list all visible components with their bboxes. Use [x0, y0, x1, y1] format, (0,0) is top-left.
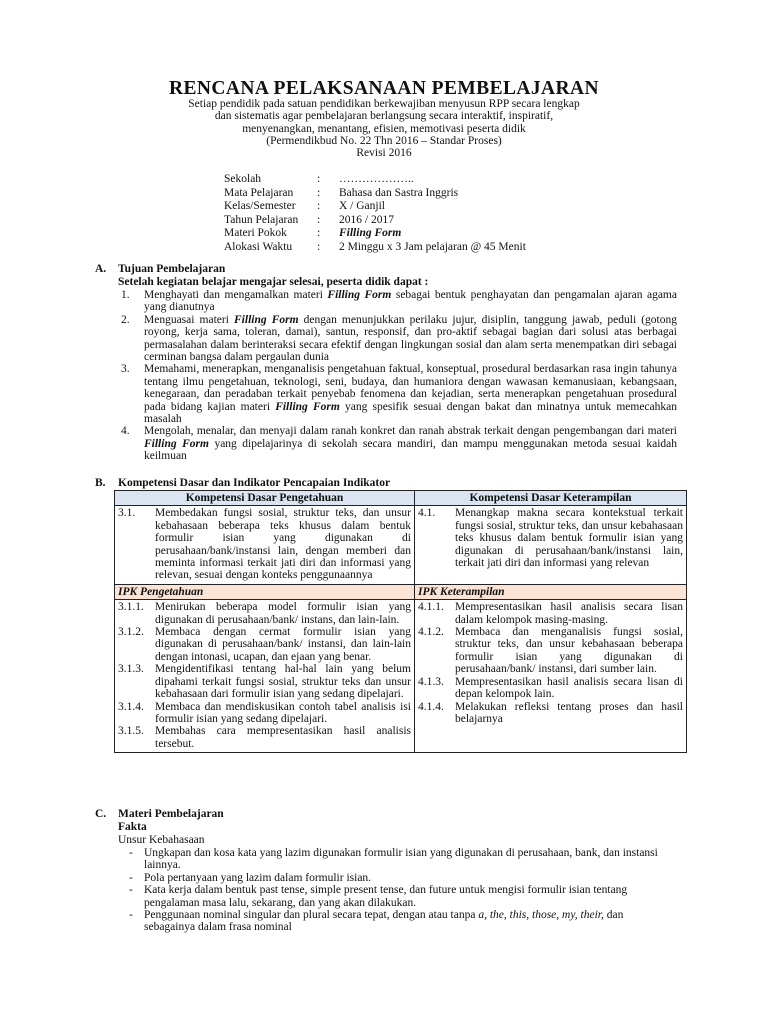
- section-b-heading: [95, 477, 390, 489]
- item-text-em: a, the, this, those, my, their,: [478, 909, 604, 922]
- subtitle-line: Revisi 2016: [356, 147, 412, 160]
- item-text: Membedakan fungsi sosial, struktur teks, dan unsur kebahasaan beberapa teks khusus dalam bentuk formulir isian yang digunakan di perusahaan/bank/instansi lain, dengan memberi dan meminta informasi terkait jati diri dan informasi yang relevan, sesuai dengan konteks penggunaannya: [155, 507, 411, 582]
- item-text: Membaca dengan cermat formulir isian yang digunakan di perusahaan/bank/ instansi, dan lain-lain dengan intonasi, ucapan, dan ejaan yang benar.: [155, 626, 411, 663]
- page-title: RENCANA PELAKSANAAN PEMBELAJARAN: [169, 78, 599, 99]
- section-a-intro: Setelah kegiatan belajar mengajar selesai, peserta didik dapat :: [118, 276, 429, 288]
- item-text-pre: Pola pertanyaan yang lazim dalam formulir isian.: [144, 871, 372, 884]
- item-text-em: Filling Form: [144, 437, 209, 450]
- item-number: 2.: [121, 313, 130, 326]
- identity-value: Filling Form: [339, 227, 402, 240]
- table-cell: [115, 600, 415, 753]
- subtitle-line: (Permendikbud No. 22 Thn 2016 – Standar Proses): [266, 134, 502, 147]
- item-number: 3.1.5.: [118, 725, 144, 738]
- item-text: Membaca dan mendiskusikan contoh tabel analisis isi formulir isian yang sedang dipelajari.: [155, 700, 411, 725]
- item-text: [144, 872, 677, 884]
- identity-key: Materi Pokok: [224, 227, 287, 240]
- list-item: - Pola pertanyaan yang lazim dalam formulir isian.: [121, 872, 677, 884]
- section-title: Materi Pembelajaran: [118, 808, 224, 820]
- column-header: Kompetensi Dasar Keterampilan: [415, 491, 687, 506]
- list-item: [121, 363, 677, 425]
- identity-value: 2 Minggu x 3 Jam pelajaran @ 45 Menit: [339, 240, 526, 253]
- item-text-em: Filling Form: [275, 400, 340, 413]
- identity-value: Bahasa dan Sastra Inggris: [339, 186, 459, 199]
- item-text: [144, 314, 677, 364]
- item-number: 3.: [121, 363, 130, 376]
- competency-item: [418, 507, 683, 569]
- section-letter: C.: [95, 808, 107, 820]
- item-text: [144, 363, 677, 425]
- item-text-em: Filling Form: [234, 313, 299, 326]
- table-row: [115, 600, 687, 753]
- identity-row: [224, 241, 526, 255]
- item-text: Menangkap makna secara kontekstual terkait fungsi sosial, struktur teks, dan unsur kebahasaan teks khusus dalam bentuk formulir isian yang digunakan di perusahaan/bank/instansi lain, terkait jati diri dan informasi yang relevan: [455, 507, 683, 570]
- item-text: Menirukan beberapa model formulir isian yang digunakan di perusahaan/bank/ instans, dan lain-lain.: [155, 601, 411, 626]
- item-text-post: sebagai bentuk penghayatan dan pengamalan ajaran agama yang dianutnya: [144, 289, 677, 314]
- item-text-post: yang spesifik sesuai dengan bakat dan minatnya untuk memecahkan masalah: [144, 400, 677, 426]
- item-number: 4.1.1.: [418, 601, 444, 614]
- identity-row: [224, 214, 526, 228]
- table-cell: [415, 600, 687, 753]
- item-text: [144, 425, 677, 462]
- item-number: 3.1.3.: [118, 663, 144, 676]
- item-number: 4.1.3.: [418, 675, 444, 688]
- item-text: [144, 884, 677, 909]
- identity-row: [224, 173, 526, 187]
- indicator-item: [418, 676, 683, 701]
- indicator-item: [118, 725, 411, 750]
- item-text-post: yang dipelajarinya di sekolah secara mandiri, dan mampu menggunakan metoda sesuai kaidah keilmuan: [144, 437, 678, 463]
- identity-colon: :: [317, 240, 321, 253]
- item-text: [144, 909, 677, 934]
- item-number: 4.1.4.: [418, 700, 444, 713]
- item-text-pre: Penggunaan nominal singular dan plural secara tepat, dengan atau tanpa: [144, 909, 479, 922]
- objectives-list: [121, 289, 677, 463]
- competency-item: [118, 507, 411, 581]
- section-title: Kompetensi Dasar dan Indikator Pencapaian Indikator: [118, 477, 391, 489]
- section-a-heading: [95, 263, 225, 275]
- item-text-post: dengan menunjukkan perilaku jujur, disiplin, tanggung jawab, peduli (gotong royong, kerja sama, toleran, damai), santun, responsif, dan pro-aktif sebagai bagian dari solusi atas berbagai permasalahan dalam berinteraksi secara efektif dengan lingkungan sosial dan alam serta menempatkan diri sebagai cerminan bangsa dalam pergaulan dunia: [144, 313, 677, 364]
- item-text: Mempresentasikan hasil analisis secara lisan di depan kelompok lain.: [455, 675, 683, 701]
- list-item: - Kata kerja dalam bentuk past tense, simple present tense, dan future untuk mengisi formulir isian tentang pengalaman masa lalu, sekarang, dan yang akan dilakukan.: [121, 884, 677, 909]
- item-text: [144, 847, 677, 872]
- ipk-label: IPK Keterampilan: [415, 584, 687, 599]
- item-text-pre: Memahami, menerapkan, menganalisis pengetahuan faktual, konseptual, prosedural berdasarkan rasa ingin tahunya tentang ilmu pengetahuan, teknologi, seni, budaya, dan humaniora dengan wawasan kemanusiaan, kebangsaan, kenegaraan, dan peradaban terkait penyebab fenomena dan kejadian, serta menerapkan pengetahuan prosedural pada bidang kajian materi: [144, 363, 677, 413]
- indicator-item: [418, 626, 683, 676]
- section-letter: B.: [95, 477, 106, 489]
- item-number: 4.: [121, 425, 130, 438]
- section-title: Tujuan Pembelajaran: [118, 263, 226, 275]
- item-number: 3.1.2.: [118, 626, 144, 639]
- column-header: Kompetensi Dasar Pengetahuan: [115, 491, 415, 506]
- subtitle-block: [0, 98, 768, 159]
- indicator-item: [118, 701, 411, 726]
- table-cell: [415, 506, 687, 584]
- indicator-item: [118, 626, 411, 663]
- identity-colon: :: [317, 186, 321, 199]
- identity-row: [224, 187, 526, 201]
- material-list: [121, 847, 677, 934]
- subtitle-line: menyenangkan, menantang, efisien, memotivasi peserta didik: [242, 122, 526, 135]
- identity-colon: :: [317, 227, 321, 240]
- identity-value: X / Ganjil: [339, 200, 385, 213]
- list-item: [121, 425, 677, 462]
- ipk-label: IPK Pengetahuan: [115, 584, 415, 599]
- item-text: Mengidentifikasi tentang hal-hal lain yang belum dipahami terkait fungsi sosial, struktur teks dan unsur kebahasaan dari formulir isian yang sedang dipelajari.: [155, 663, 411, 701]
- item-text: Melakukan refleksi tentang proses dan hasil belajarnya: [455, 700, 683, 725]
- identity-row: [224, 200, 526, 214]
- section-c-subheading: Fakta: [118, 821, 147, 833]
- item-number: 3.1.: [118, 507, 136, 520]
- item-text-pre: Mengolah, menalar, dan menyaji dalam ranah konkret dan ranah abstrak terkait dengan pengembangan dari materi: [144, 425, 677, 438]
- item-text: Membahas cara mempresentasikan hasil analisis tersebut.: [155, 725, 411, 750]
- section-c-heading: [95, 808, 224, 820]
- item-text: [144, 289, 677, 314]
- item-text-pre: Menguasai materi: [144, 313, 235, 326]
- list-item: - Penggunaan nominal singular dan plural secara tepat, dengan atau tanpa a, the, this, those, my, their, dan sebagainya dalam frasa nominal: [121, 909, 677, 934]
- indicator-item: [418, 701, 683, 726]
- section-c-subheading-2: Unsur Kebahasaan: [118, 834, 205, 846]
- identity-row: [224, 227, 526, 241]
- identity-colon: :: [317, 173, 321, 185]
- section-letter: A.: [95, 263, 107, 275]
- table-subheader-row: [115, 584, 687, 599]
- item-number: 4.1.: [418, 507, 436, 520]
- item-text-pre: Ungkapan dan kosa kata yang lazim digunakan formulir isian yang digunakan di perusahaan, bank, dan instansi lainnya.: [144, 847, 658, 872]
- identity-key: Sekolah: [224, 173, 262, 185]
- table-cell: [115, 506, 415, 584]
- item-text-post: dan sebagainya dalam frasa nominal: [144, 909, 624, 934]
- subtitle-line: dan sistematis agar pembelajaran berlangsung secara interaktif, inspiratif,: [214, 110, 554, 123]
- subtitle-line: Setiap pendidik pada satuan pendidikan berkewajiban menyusun RPP secara lengkap: [188, 98, 580, 110]
- identity-value: 2016 / 2017: [339, 213, 394, 226]
- item-number: 3.1.1.: [118, 601, 144, 614]
- identity-key: Mata Pelajaran: [224, 186, 294, 199]
- identity-block: [224, 173, 526, 255]
- item-number: 1.: [121, 289, 130, 301]
- item-number: 3.1.4.: [118, 700, 144, 713]
- identity-key: Alokasi Waktu: [224, 240, 293, 253]
- identity-colon: :: [317, 200, 321, 213]
- competency-table: [114, 490, 687, 753]
- item-text-pre: Menghayati dan mengamalkan materi: [144, 289, 328, 301]
- identity-key: Tahun Pelajaran: [224, 213, 299, 226]
- item-number: 4.1.2.: [418, 626, 444, 639]
- item-text-em: Filling Form: [327, 289, 392, 301]
- item-text: Membaca dan menganalisis fungsi sosial, struktur teks, dan unsur kebahasaan beberapa formulir isian yang digunakan di perusahaan/bank/ instansi, dari sumber lain.: [455, 626, 683, 676]
- table-row: [115, 506, 687, 584]
- indicator-item: [118, 601, 411, 626]
- list-item: [121, 314, 677, 364]
- list-item: - Ungkapan dan kosa kata yang lazim digunakan formulir isian yang digunakan di perusahaan, bank, dan instansi lainnya.: [121, 847, 677, 872]
- indicator-item: [118, 663, 411, 700]
- item-text: Mempresentasikan hasil analisis secara lisan dalam kelompok masing-masing.: [455, 601, 683, 626]
- identity-colon: :: [317, 213, 321, 226]
- identity-value: ………………..: [339, 173, 414, 185]
- indicator-item: [418, 601, 683, 626]
- identity-key: Kelas/Semester: [224, 200, 296, 213]
- item-text-pre: Kata kerja dalam bentuk past tense, simple present tense, dan future untuk mengisi formulir isian tentang pengalaman masa lalu, sekarang, dan yang akan dilakukan.: [144, 884, 628, 909]
- table-header-row: [115, 491, 687, 506]
- list-item: [121, 289, 677, 314]
